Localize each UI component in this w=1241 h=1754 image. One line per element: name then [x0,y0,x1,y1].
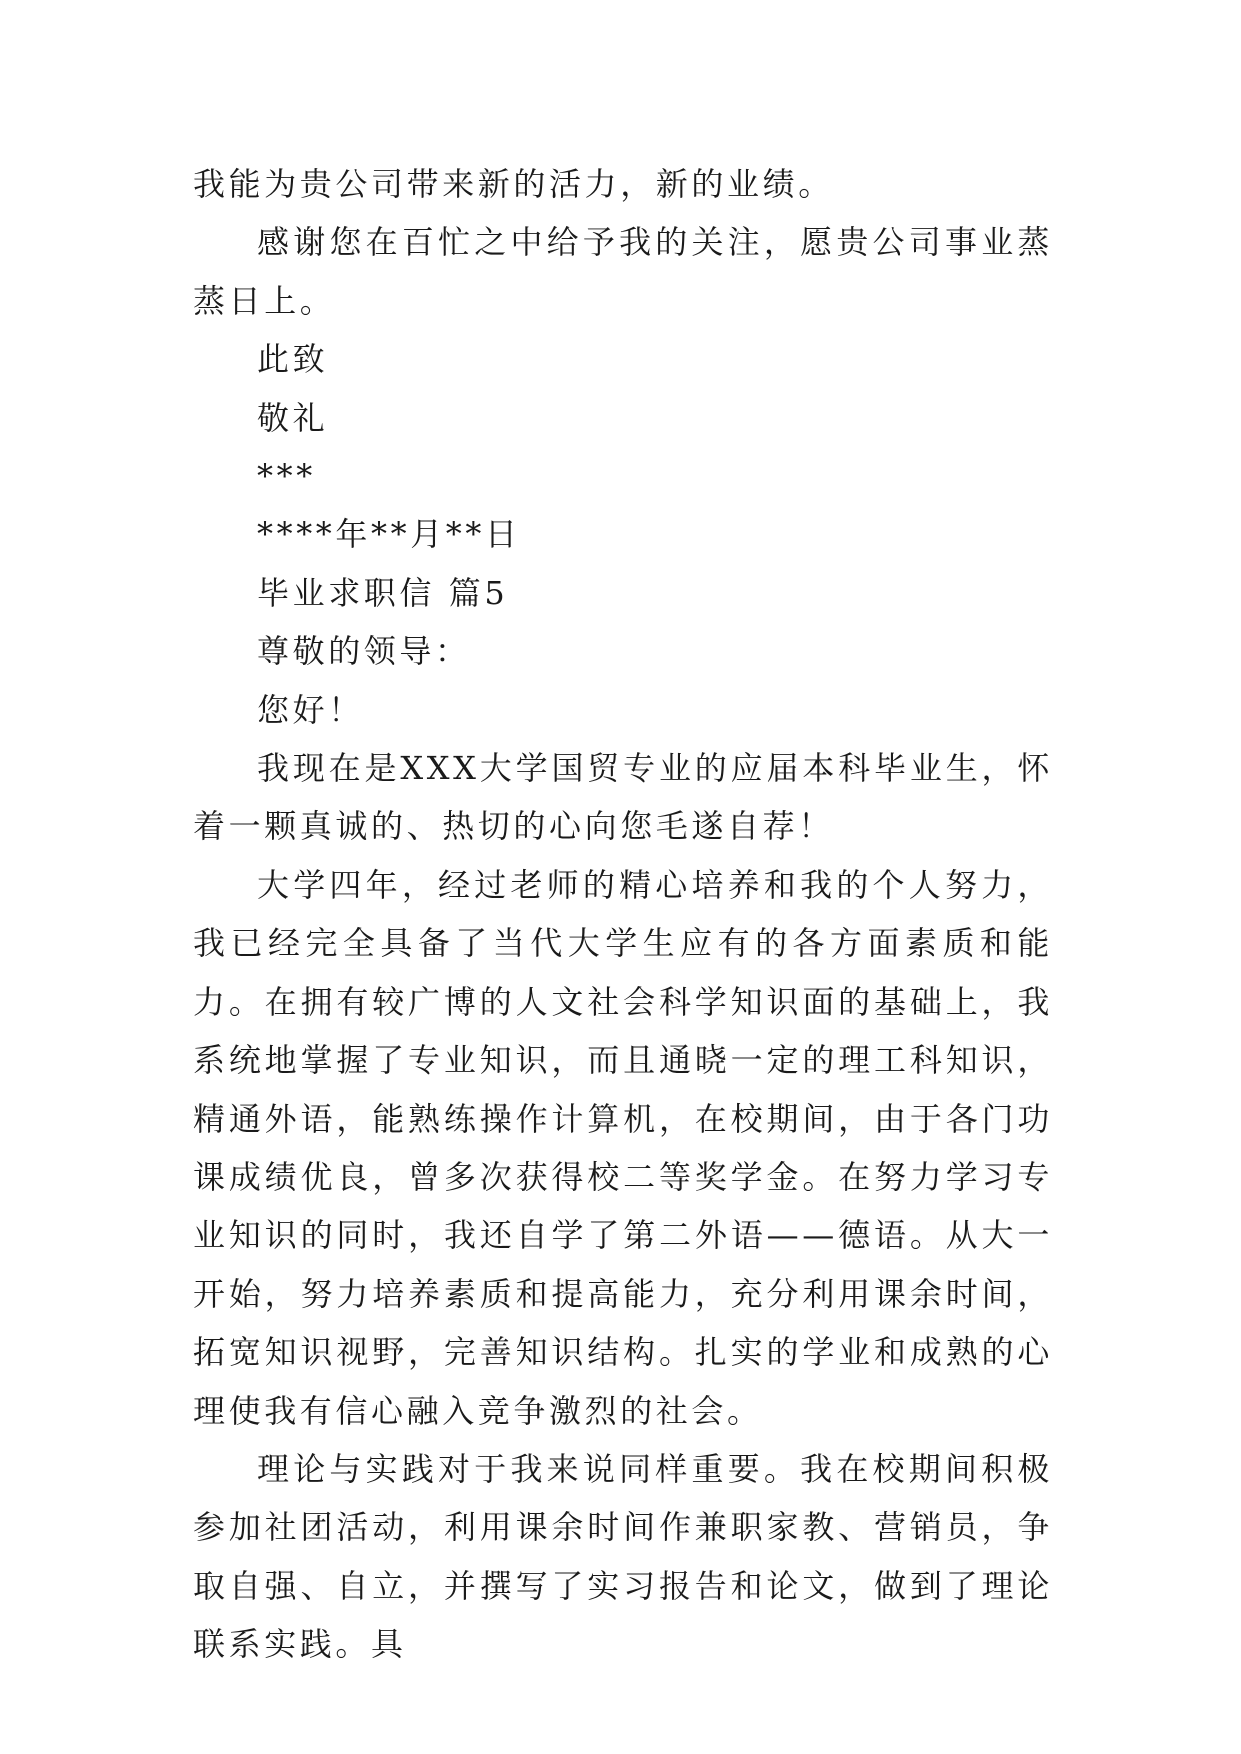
paragraph-date: ****年**月**日 [257,515,521,554]
paragraph-intro: 我现在是XXX大学国贸专业的应届本科毕业生，怀着一颗真诚的、热切的心向您毛遂自荐！ [193,749,1053,846]
paragraph-thanks: 感谢您在百忙之中给予我的关注，愿贵公司事业蒸蒸日上。 [193,223,1053,320]
section-heading: 毕业求职信 篇5 [257,573,509,612]
letter-body [193,155,1053,1674]
paragraph-salutation-jingli: 敬礼 [257,398,329,437]
paragraph-university: 大学四年，经过老师的精心培养和我的个人努力，我已经完全具备了当代大学生应有的各方面素质和能力。在拥有较广博的人文社会科学知识面的基础上，我系统地掌握了专业知识，而且通晓一定的理工科知识，精通外语，能熟练操作计算机，在校期间，由于各门功课成绩优良，曾多次获得校二等奖学金。在努力学习专业知识的同时，我还自学了第二外语——德语。从大一开始，努力培养素质和提高能力，充分利用课余时间，拓宽知识视野，完善知识结构。扎实的学业和成熟的心理使我有信心融入竞争激烈的社会。 [193,865,1053,1430]
paragraph-greeting-leader: 尊敬的领导： [257,632,471,671]
paragraph-signature: *** [257,457,316,496]
paragraph-salutation-cizhi: 此致 [257,340,329,379]
paragraph-greeting-hello: 您好！ [257,690,364,729]
paragraph-practice: 理论与实践对于我来说同样重要。我在校期间积极参加社团活动，利用课余时间作兼职家教、营销员，争取自强、自立，并撰写了实习报告和论文，做到了理论联系实践。具 [193,1449,1053,1664]
paragraph-closing-line: 我能为贵公司带来新的活力，新的业绩。 [193,165,834,203]
